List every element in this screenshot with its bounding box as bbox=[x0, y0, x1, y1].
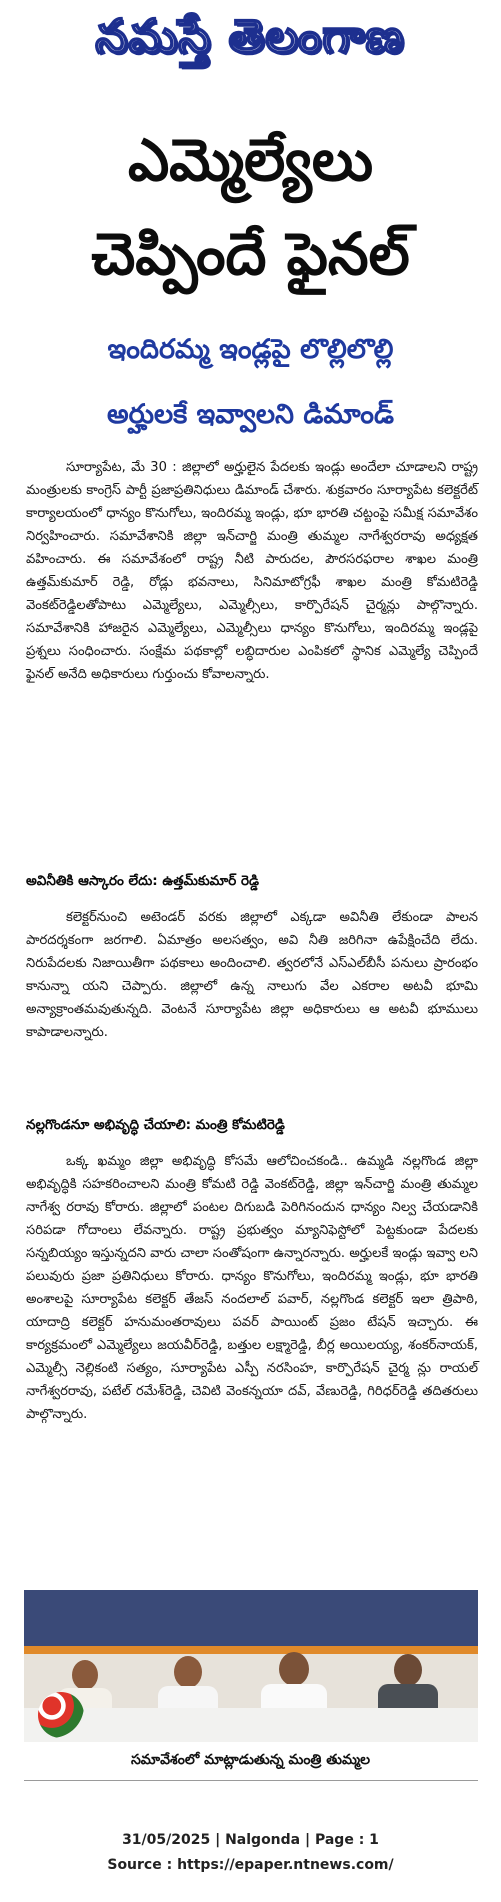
footer-date-edition: 31/05/2025 | Nalgonda | Page : 1 bbox=[122, 1832, 379, 1848]
section-subhead-2: నల్లగొండనూ అభివృద్ధి చేయాలి: మంత్రి కోమటిరెడ్డి bbox=[26, 1117, 285, 1133]
article-paragraph-1: సూర్యాపేట, మే 30 : జిల్లాలో అర్హులైన పేదలకు ఇండ్లు అందేలా చూడాలని రాష్ట్ర మంత్రులకు కాంగ్రెస్ పార్టీ ప్రజాప్రతినిధులు డిమాండ్ చేశారు. శుక్రవారం సూర్యాపేట కలెక్టరేట్ కార్యాలయంలో ధాన్యం కొనుగోలు, ఇందిరమ్మ ఇండ్లు, భూ భారతి చట్టంపై సమీక్ష సమావేశం నిర్వహించారు. సమావేశానికి జిల్లా ఇన్‌చార్జి మంత్రి తుమ్మల నాగేశ్వరరావు అధ్యక్షత వహించారు. ఈ సమావేశంలో రాష్ట్ర నీటి పారుదల, పౌరసరఫరాల శాఖల మంత్రి ఉత్తమ్‌కుమార్ రెడ్డి, రోడ్లు భవనాలు, సినిమాటోగ్రఫీ శాఖల మంత్రి కోమటిరెడ్డి వెంకట్‌రెడ్డిలతోపాటు ఎమ్మెల్యేలు, ఎమ్మెల్సీలు, కార్పొరేషన్ చైర్మన్లు పాల్గొన్నారు. సమావేశానికి హాజరైన ఎమ్మెల్యేలు, ఎమ్మెల్సీలు ధాన్యం కొనుగోలు, ఇందిరమ్మ ఇండ్లపై ప్రశ్నలు సంధించారు. సంక్షేమ పథకాల్లో లబ్ధిదారుల ఎంపికలో స్థానిక ఎమ్మెల్యే చెప్పిందే ఫైనల్ అనేది అధికారులు గుర్తుంచు కోవాలన్నారు. bbox=[26, 460, 478, 682]
section-subhead-1: అవినీతికి ఆస్కారం లేదు: ఉత్తమ్‌కుమార్ రెడ్డి bbox=[26, 873, 259, 889]
divider-line bbox=[24, 1780, 478, 1781]
article-paragraph-3: ఒక్క ఖమ్మం జిల్లా అభివృద్ధి కోసమే ఆలోచించకండి.. ఉమ్మడి నల్లగొండ జిల్లా అభివృద్ధికి సహకరించాలని మంత్రి కోమటి రెడ్డి వెంకట్‌రెడ్డి, జిల్లా ఇన్‌చార్జి మంత్రి తుమ్మల నాగేశ్వ రరావు కోరారు. జిల్లాలో పంటల దిగుబడి పెరిగినందున ధాన్యం నిల్వ చేయడానికి సరిపడా గోదాంలు లేవన్నారు. రాష్ట్ర ప్రభుత్వం మ్యానిఫెస్టోలో పెట్టకుండా పేదలకు సన్నబియ్యం ఇస్తున్నదని వారు చాలా సంతోషంగా ఉన్నారన్నారు. అర్హులకే ఇండ్లు ఇవ్వా లని పలువురు ప్రజా ప్రతినిధులు కోరారు. ధాన్యం కొనుగోలు, ఇందిరమ్మ ఇండ్లు, భూ భారతి అంశాలపై సూర్యాపేట కలెక్టర్ తేజస్ నందలాల్ పవార్, నల్లగొండ కలెక్టర్ ఇలా త్రిపాఠి, యాదాద్రి కలెక్టర్ హనుమంతరావులు పవర్ పాయింట్ ప్రజం టేషన్ ఇచ్చారు. ఈ కార్యక్రమంలో ఎమ్మెల్యేలు జయవీర్‌రెడ్డి, బత్తుల లక్ష్మారెడ్డి, బీర్ల అయిలయ్య, శంకర్‌నాయక్, ఎమ్మెల్సీ నెల్లికంటి సత్యం, సూర్యాపేట ఎస్పీ నరసింహ, కార్పొరేషన్ చైర్మ న్లు రాయల్ నాగేశ్వరరావు, పటేల్ రమేశ్‌రెడ్డి, చెవిటి వెంకన్నయా దవ్, వేణురెడ్డి, గిరిధర్‌రెడ్డి తదితరులు పాల్గొన్నారు. bbox=[26, 1154, 479, 1422]
headline-line-2: చెప్పిందే ఫైనల్ bbox=[91, 220, 410, 288]
photo-head-table bbox=[24, 1708, 478, 1742]
photo-backdrop-banner bbox=[24, 1590, 478, 1646]
meeting-photo bbox=[24, 1590, 478, 1742]
flower-bouquet bbox=[38, 1692, 84, 1738]
photo-caption: సమావేశంలో మాట్లాడుతున్న మంత్రి తుమ్మల bbox=[130, 1752, 371, 1768]
masthead-title: నమస్తే తెలంగాణ bbox=[95, 9, 405, 63]
subheadline-line-1: ఇందిరమ్మ ఇండ్లపై లొల్లిలొల్లి bbox=[107, 334, 394, 365]
headline-line-1: ఎమ్మెల్యేలు bbox=[127, 126, 374, 194]
photo-banner-strip bbox=[24, 1646, 478, 1654]
masthead-logo bbox=[40, 6, 460, 78]
footer-source: Source : https://epaper.ntnews.com/ bbox=[107, 1857, 394, 1873]
subheadline-line-2: అర్హులకే ఇవ్వాలని డిమాండ్ bbox=[107, 399, 394, 430]
article-paragraph-2: కలెక్టర్‌నుంచి అటెండర్ వరకు జిల్లాలో ఎక్కడా అవినీతి లేకుండా పాలన పారదర్శకంగా జరగాలి. ఏమాత్రం అలసత్వం, అవి నీతి జరిగినా ఉపేక్షించేది లేదు. నిరుపేదలకు నిజాయితీగా పథకాలు అందించాలి. త్వరలోనే ఎస్‌ఎల్‌బీసీ పనులు ప్రారంభం కానున్నా యని చెప్పారు. జిల్లాలో ఉన్న నాలుగు వేల ఎకరాల అటవీ భూమి అన్యాక్రాంతమవుతున్నది. వెంటనే సూర్యాపేట జిల్లా అధికారులు ఆ అటవీ భూములు కాపాడాలన్నారు. bbox=[26, 910, 478, 1040]
